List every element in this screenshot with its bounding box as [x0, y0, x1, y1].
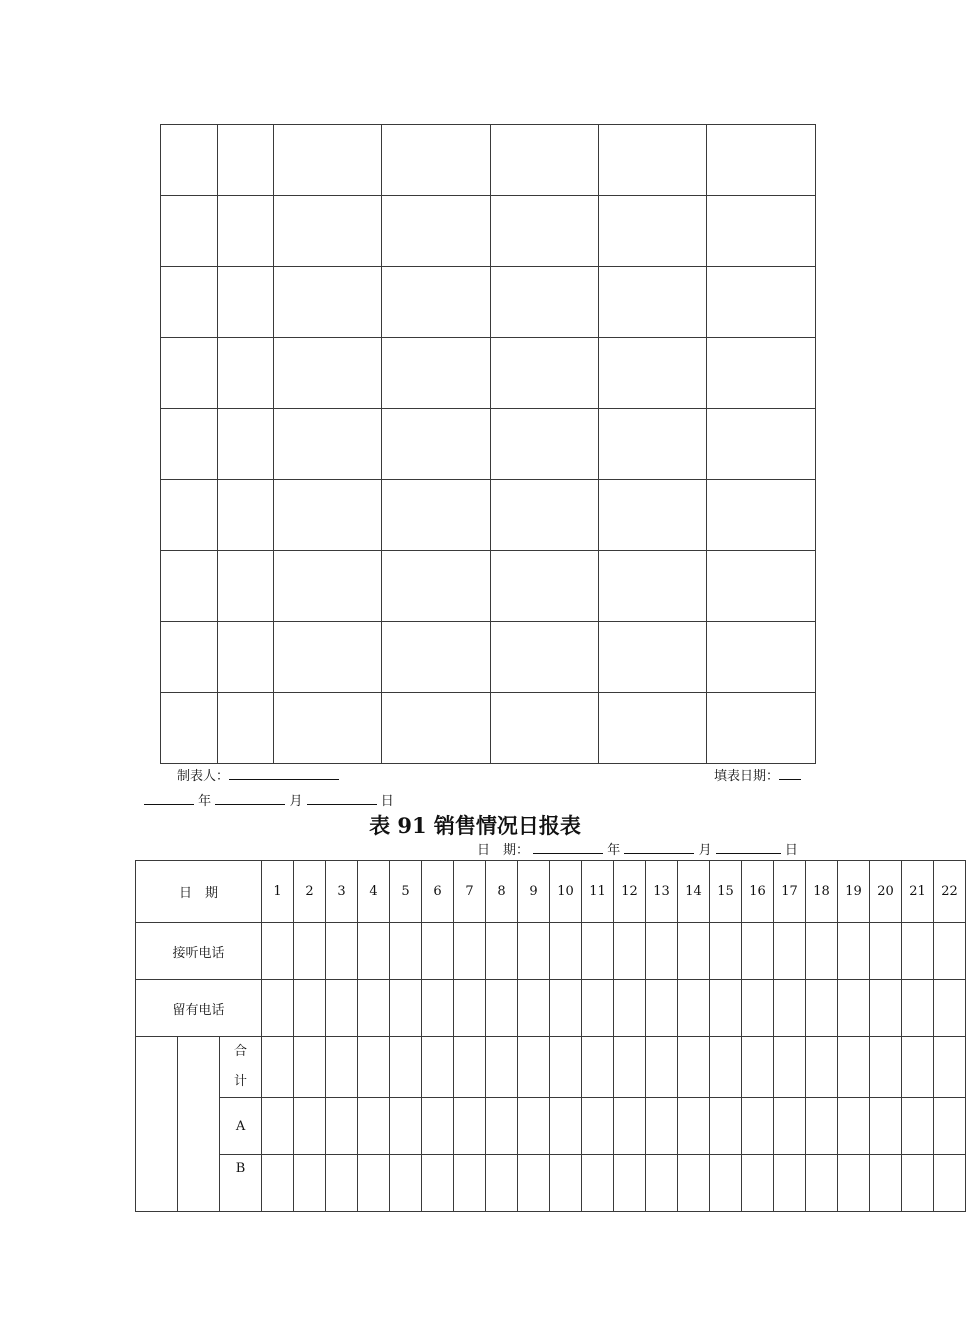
blank-cell[interactable] — [218, 551, 274, 622]
data-cell[interactable] — [390, 1037, 422, 1098]
data-cell[interactable] — [550, 1098, 582, 1155]
blank-cell[interactable] — [161, 125, 218, 196]
data-cell[interactable] — [806, 1098, 838, 1155]
blank-cell[interactable] — [218, 622, 274, 693]
blank-cell[interactable] — [599, 125, 707, 196]
blank-cell[interactable] — [161, 551, 218, 622]
report-date-label: 日 期： — [477, 843, 530, 858]
data-cell[interactable] — [422, 1155, 454, 1212]
day-header-cell: 20 — [870, 861, 902, 923]
blank-cell[interactable] — [599, 338, 707, 409]
data-cell[interactable] — [678, 1155, 710, 1212]
blank-cell[interactable] — [218, 267, 274, 338]
data-cell[interactable] — [486, 980, 518, 1037]
table-row — [161, 693, 816, 764]
blank-cell[interactable] — [161, 622, 218, 693]
blank-cell[interactable] — [491, 267, 599, 338]
data-cell[interactable] — [870, 1037, 902, 1098]
data-cell[interactable] — [262, 1098, 294, 1155]
blank-cell[interactable] — [161, 693, 218, 764]
day-header-cell: 8 — [486, 861, 518, 923]
data-cell[interactable] — [550, 1037, 582, 1098]
table-row — [161, 196, 816, 267]
data-cell[interactable] — [646, 1037, 678, 1098]
data-cell[interactable] — [358, 1037, 390, 1098]
blank-cell[interactable] — [382, 551, 491, 622]
data-cell[interactable] — [614, 1037, 646, 1098]
data-cell[interactable] — [518, 1155, 550, 1212]
blank-cell[interactable] — [218, 125, 274, 196]
blank-cell[interactable] — [491, 622, 599, 693]
data-cell[interactable] — [614, 923, 646, 980]
day-header-cell: 21 — [902, 861, 934, 923]
data-cell[interactable] — [358, 1155, 390, 1212]
blank-cell[interactable] — [161, 409, 218, 480]
data-cell[interactable] — [742, 1037, 774, 1098]
blank-cell[interactable] — [707, 622, 816, 693]
table-row — [161, 338, 816, 409]
day-header-cell: 13 — [646, 861, 678, 923]
fill-date-line — [714, 765, 801, 784]
blank-cell[interactable] — [218, 693, 274, 764]
fill-date-continuation — [144, 790, 394, 809]
data-cell[interactable] — [774, 980, 806, 1037]
data-cell[interactable] — [838, 923, 870, 980]
data-cell[interactable] — [678, 923, 710, 980]
data-cell[interactable] — [390, 980, 422, 1037]
data-cell[interactable] — [774, 1098, 806, 1155]
blank-cell[interactable] — [382, 693, 491, 764]
report-day-label: 日 — [784, 843, 798, 858]
data-cell[interactable] — [742, 923, 774, 980]
data-cell[interactable] — [870, 1098, 902, 1155]
blank-cell[interactable] — [599, 693, 707, 764]
data-cell[interactable] — [710, 980, 742, 1037]
data-cell[interactable] — [486, 923, 518, 980]
data-cell[interactable] — [646, 980, 678, 1037]
data-cell[interactable] — [390, 1155, 422, 1212]
data-cell[interactable] — [294, 1037, 326, 1098]
data-cell[interactable] — [358, 980, 390, 1037]
data-cell[interactable] — [326, 923, 358, 980]
data-cell[interactable] — [454, 1037, 486, 1098]
total-label — [220, 1037, 262, 1098]
day-header-cell: 10 — [550, 861, 582, 923]
table-row — [136, 923, 966, 980]
blank-cell[interactable] — [707, 267, 816, 338]
blank-cell[interactable] — [218, 409, 274, 480]
day-header-cell: 2 — [294, 861, 326, 923]
daily-table-viewport — [0, 860, 958, 1212]
data-cell[interactable] — [262, 1037, 294, 1098]
data-cell[interactable] — [550, 1155, 582, 1212]
calls-kept-label: 留有电话 — [136, 980, 262, 1037]
table-row — [161, 551, 816, 622]
data-cell[interactable] — [742, 980, 774, 1037]
blank-cell[interactable] — [274, 338, 382, 409]
data-cell[interactable] — [582, 1098, 614, 1155]
page-title: 表 91 销售情况日报表 — [369, 813, 581, 838]
blank-cell[interactable] — [707, 551, 816, 622]
data-cell[interactable] — [262, 980, 294, 1037]
data-cell[interactable] — [742, 1155, 774, 1212]
data-cell[interactable] — [582, 923, 614, 980]
data-cell[interactable] — [358, 1098, 390, 1155]
data-cell[interactable] — [518, 1098, 550, 1155]
blank-cell[interactable] — [599, 409, 707, 480]
blank-cell[interactable] — [382, 480, 491, 551]
data-cell[interactable] — [902, 1155, 934, 1212]
data-cell[interactable] — [582, 980, 614, 1037]
day-header-cell: 15 — [710, 861, 742, 923]
blank-form-table — [160, 124, 816, 764]
data-cell[interactable] — [518, 1037, 550, 1098]
blank-cell[interactable] — [274, 551, 382, 622]
day-header-cell: 7 — [454, 861, 486, 923]
data-cell[interactable] — [678, 980, 710, 1037]
report-month-blank[interactable] — [624, 841, 694, 854]
data-cell[interactable] — [582, 1037, 614, 1098]
blank-cell[interactable] — [218, 196, 274, 267]
data-cell[interactable] — [614, 1098, 646, 1155]
blank-cell[interactable] — [382, 338, 491, 409]
day-header-cell: 16 — [742, 861, 774, 923]
data-cell[interactable] — [934, 980, 966, 1037]
data-cell[interactable] — [326, 1155, 358, 1212]
subgroup-cell — [178, 1037, 220, 1212]
blank-cell[interactable] — [599, 267, 707, 338]
report-month-label: 月 — [698, 843, 712, 858]
data-cell[interactable] — [614, 980, 646, 1037]
data-cell[interactable] — [710, 923, 742, 980]
data-cell[interactable] — [550, 923, 582, 980]
fill-date-label: 填表日期： — [714, 769, 780, 784]
blank-cell[interactable] — [491, 551, 599, 622]
data-cell[interactable] — [518, 923, 550, 980]
day-label: 日 — [380, 794, 394, 809]
data-cell[interactable] — [710, 1037, 742, 1098]
data-cell[interactable] — [934, 1155, 966, 1212]
report-year-label: 年 — [607, 843, 621, 858]
data-cell[interactable] — [326, 1098, 358, 1155]
data-cell[interactable] — [678, 1098, 710, 1155]
data-cell[interactable] — [838, 1098, 870, 1155]
blank-cell[interactable] — [707, 409, 816, 480]
data-cell[interactable] — [806, 980, 838, 1037]
data-cell[interactable] — [294, 1155, 326, 1212]
day-header-cell: 4 — [358, 861, 390, 923]
data-cell[interactable] — [262, 923, 294, 980]
day-blank[interactable] — [307, 792, 377, 805]
data-cell[interactable] — [646, 923, 678, 980]
group-cell — [136, 1037, 178, 1212]
blank-cell[interactable] — [707, 338, 816, 409]
data-cell[interactable] — [518, 980, 550, 1037]
month-blank[interactable] — [215, 792, 285, 805]
data-cell[interactable] — [358, 923, 390, 980]
data-cell[interactable] — [838, 980, 870, 1037]
blank-cell[interactable] — [382, 622, 491, 693]
table-row — [161, 480, 816, 551]
day-header-cell: 6 — [422, 861, 454, 923]
blank-cell[interactable] — [491, 196, 599, 267]
blank-cell[interactable] — [382, 409, 491, 480]
table-row — [136, 1155, 966, 1212]
data-cell[interactable] — [486, 1155, 518, 1212]
date-header-cell: 日 期 — [136, 861, 262, 923]
data-cell[interactable] — [454, 980, 486, 1037]
data-cell[interactable] — [902, 1098, 934, 1155]
data-cell[interactable] — [294, 980, 326, 1037]
day-header-cell: 17 — [774, 861, 806, 923]
blank-cell[interactable] — [707, 693, 816, 764]
table-row — [136, 861, 966, 923]
data-cell[interactable] — [422, 923, 454, 980]
report-year-blank[interactable] — [533, 841, 603, 854]
data-cell[interactable] — [294, 923, 326, 980]
day-header-cell: 3 — [326, 861, 358, 923]
blank-cell[interactable] — [161, 196, 218, 267]
data-cell[interactable] — [742, 1098, 774, 1155]
table-row — [161, 622, 816, 693]
data-cell[interactable] — [774, 1037, 806, 1098]
blank-cell[interactable] — [707, 480, 816, 551]
blank-cell[interactable] — [599, 480, 707, 551]
blank-cell[interactable] — [599, 551, 707, 622]
blank-cell[interactable] — [491, 338, 599, 409]
maker-line — [177, 765, 339, 784]
blank-cell[interactable] — [218, 480, 274, 551]
blank-cell[interactable] — [707, 125, 816, 196]
day-header-cell: 18 — [806, 861, 838, 923]
blank-cell[interactable] — [274, 409, 382, 480]
data-cell[interactable] — [934, 923, 966, 980]
maker-blank[interactable] — [229, 767, 339, 780]
blank-cell[interactable] — [599, 622, 707, 693]
category-b-label: B — [220, 1155, 262, 1212]
data-cell[interactable] — [390, 923, 422, 980]
data-cell[interactable] — [262, 1155, 294, 1212]
data-cell[interactable] — [646, 1098, 678, 1155]
data-cell[interactable] — [294, 1098, 326, 1155]
data-cell[interactable] — [678, 1037, 710, 1098]
day-header-cell: 1 — [262, 861, 294, 923]
data-cell[interactable] — [934, 1098, 966, 1155]
category-a-label: A — [220, 1098, 262, 1155]
blank-cell[interactable] — [274, 125, 382, 196]
data-cell[interactable] — [806, 1155, 838, 1212]
total-char-1: 合 — [234, 1044, 248, 1059]
data-cell[interactable] — [838, 1037, 870, 1098]
data-cell[interactable] — [710, 1098, 742, 1155]
day-header-cell: 11 — [582, 861, 614, 923]
data-cell[interactable] — [646, 1155, 678, 1212]
data-cell[interactable] — [326, 980, 358, 1037]
blank-cell[interactable] — [218, 338, 274, 409]
data-cell[interactable] — [806, 1037, 838, 1098]
table-row — [136, 1098, 966, 1155]
blank-cell[interactable] — [274, 480, 382, 551]
data-cell[interactable] — [582, 1155, 614, 1212]
data-cell[interactable] — [390, 1098, 422, 1155]
data-cell[interactable] — [902, 980, 934, 1037]
report-date-line — [477, 839, 798, 858]
table-row — [161, 409, 816, 480]
data-cell[interactable] — [486, 1098, 518, 1155]
data-cell[interactable] — [422, 1098, 454, 1155]
maker-label: 制表人： — [177, 769, 230, 784]
blank-cell[interactable] — [161, 480, 218, 551]
data-cell[interactable] — [326, 1037, 358, 1098]
fill-date-blank[interactable] — [779, 767, 801, 780]
blank-cell[interactable] — [161, 338, 218, 409]
data-cell[interactable] — [902, 923, 934, 980]
data-cell[interactable] — [838, 1155, 870, 1212]
data-cell[interactable] — [454, 923, 486, 980]
data-cell[interactable] — [870, 923, 902, 980]
day-header-cell: 9 — [518, 861, 550, 923]
blank-cell[interactable] — [491, 693, 599, 764]
blank-cell[interactable] — [274, 693, 382, 764]
year-label: 年 — [198, 794, 212, 809]
day-header-cell: 22 — [934, 861, 966, 923]
blank-cell[interactable] — [274, 196, 382, 267]
table-row — [161, 125, 816, 196]
data-cell[interactable] — [934, 1037, 966, 1098]
total-char-2: 计 — [234, 1074, 248, 1089]
report-day-blank[interactable] — [716, 841, 781, 854]
data-cell[interactable] — [774, 1155, 806, 1212]
blank-cell[interactable] — [491, 125, 599, 196]
month-label: 月 — [289, 794, 303, 809]
day-header-cell: 14 — [678, 861, 710, 923]
data-cell[interactable] — [454, 1155, 486, 1212]
data-cell[interactable] — [902, 1037, 934, 1098]
table-row — [136, 1037, 966, 1098]
blank-cell[interactable] — [161, 267, 218, 338]
blank-cell[interactable] — [382, 196, 491, 267]
data-cell[interactable] — [710, 1155, 742, 1212]
blank-cell[interactable] — [274, 267, 382, 338]
blank-cell[interactable] — [274, 622, 382, 693]
data-cell[interactable] — [614, 1155, 646, 1212]
year-blank[interactable] — [144, 792, 194, 805]
data-cell[interactable] — [422, 1037, 454, 1098]
data-cell[interactable] — [870, 980, 902, 1037]
day-header-cell: 5 — [390, 861, 422, 923]
table-row — [161, 267, 816, 338]
data-cell[interactable] — [550, 980, 582, 1037]
day-header-cell: 19 — [838, 861, 870, 923]
data-cell[interactable] — [774, 923, 806, 980]
day-header-cell: 12 — [614, 861, 646, 923]
blank-cell[interactable] — [491, 480, 599, 551]
data-cell[interactable] — [486, 1037, 518, 1098]
blank-cell[interactable] — [382, 125, 491, 196]
data-cell[interactable] — [422, 980, 454, 1037]
data-cell[interactable] — [454, 1098, 486, 1155]
data-cell[interactable] — [806, 923, 838, 980]
blank-cell[interactable] — [599, 196, 707, 267]
blank-cell[interactable] — [491, 409, 599, 480]
calls-received-label: 接听电话 — [136, 923, 262, 980]
data-cell[interactable] — [870, 1155, 902, 1212]
blank-cell[interactable] — [382, 267, 491, 338]
blank-cell[interactable] — [707, 196, 816, 267]
daily-sales-table — [135, 860, 966, 1212]
table-row — [136, 980, 966, 1037]
